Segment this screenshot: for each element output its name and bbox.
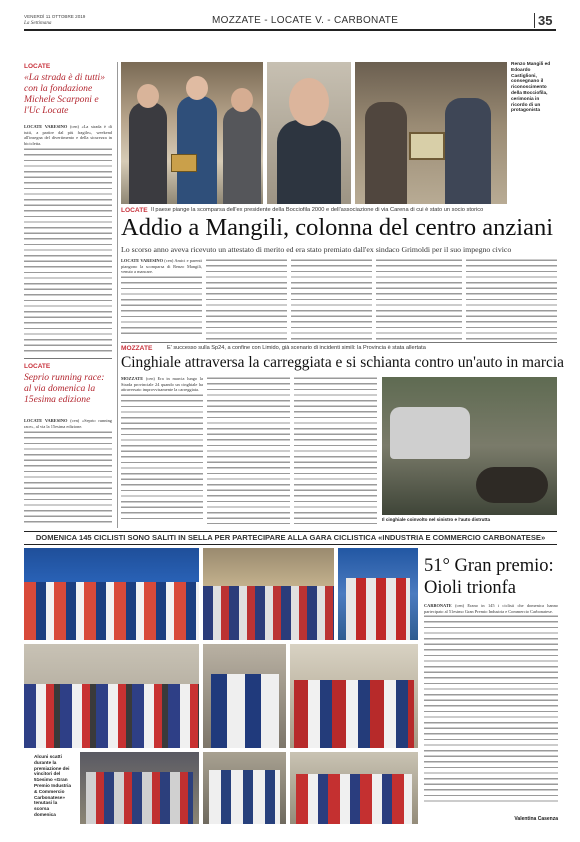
top-photos-caption: Renzo Mangili ed Edoardo Castiglioni, consegnano il riconoscimento della Bocciofila, cerimonia in ricordo di un protagonista [511,62,551,114]
photo-person-2-head [186,76,208,100]
photo-boar-accident [382,377,557,515]
main-story-subhead: Lo scorso anno aveva ricevuto un attestato di merito ed era stato premiato dall'ex sindaco Grimoldi per il suo impegno civico [121,245,512,254]
header-publication: La Settimana [24,20,52,26]
photo-cycling-trophy [290,644,418,748]
photo-ceremony-person-2 [445,98,491,204]
cycling-body-filler [424,614,558,804]
photo-cycling-group-riders [203,586,334,640]
main-story-col-1 [121,258,202,340]
main-story-headline: Addio a Mangili, colonna del centro anziani [121,214,554,241]
photo-portrait [267,62,351,204]
photo-cycling-podium-2-riders [346,578,410,640]
photo-cycling-winners-riders [209,770,280,824]
header-section: MOZZATE - LOCATE V. - CARBONATE [212,15,399,26]
photo-award-group [121,62,263,204]
photo-cycling-podium-2 [338,548,418,640]
header-rule [24,29,556,31]
left-story1-kicker: LOCATE [24,63,51,70]
mozzate-lead: MOZZATE [121,376,144,381]
cycling-banner: DOMENICA 145 CICLISTI SONO SALITI IN SELLA PER PARTECIPARE ALLA GARA CICLISTICA «INDUSTRIA E COMMERCIO CARBONATESE» [35,533,546,542]
photo-person-1-head [137,84,159,108]
mozzate-headline: Cinghiale attraversa la carreggiata e si schianta contro un'auto in marcia [121,354,564,371]
photo-person-3 [223,106,261,204]
left-story2-lead: LOCATE VARESINO [24,418,68,423]
cycling-lead-tail: (cen) Erano in 145 i ciclisti che domenica hanno partecipato al 51esimo Gran Premio Industria e Commercio Carbonatese. [424,603,558,614]
banner-rule-top [24,531,557,532]
left-story2-body-filler [24,430,112,526]
photo-boar-car [390,407,470,459]
left-story1-body-filler [24,147,112,353]
photo-cycling-kids-riders [296,774,412,824]
mozzate-col-2 [207,376,290,524]
main-story-col-4 [376,258,462,340]
cycling-photo-caption: Alcuni scatti durante la premiazione dei vincitori del 51esimo «Gran Premio Industria & Commercio Carbonatese» tenutasi la scorsa domenica [34,754,71,817]
photo-cycling-podium [24,548,199,640]
mozzate-deck: E' successo sulla Sp24, a confine con Limido, già scenario di incidenti simili: la Provincia è stata allertata [167,345,426,351]
main-story-rule [121,342,557,343]
photo-cycling-podium-riders [24,582,199,640]
main-story-col-5 [466,258,557,340]
left-story1-lead-tail: (cen) «La strada è di tutti, a partire dal più fragile», weekend all'insegna del divertimento e della sicurezza in bicicletta. [24,124,112,146]
photo-boar-animal [476,467,548,503]
left-divider [24,358,112,359]
photo-plaque [171,154,197,172]
photo-cycling-ceremony [80,752,199,824]
main-story-lead: LOCATE VARESINO [121,258,164,263]
main-story-kicker: LOCATE [121,207,148,214]
left-story1-headline: «La strada è di tutti» con la fondazione Michele Scarponi e l'Uc Locate [24,72,106,116]
main-story-col-1-filler [121,275,202,335]
photo-cycling-awards [24,644,199,748]
mozzate-col-1-filler [121,393,203,521]
photo-person-2 [177,96,217,204]
photo-ceremony-frame [409,132,445,160]
photo-cycling-ceremony-riders [86,772,193,824]
cycling-body [424,603,558,815]
photo-portrait-body [277,120,341,204]
photo-cycling-pair [203,644,286,748]
banner-rule-bottom [24,544,557,545]
photo-person-1 [129,102,167,204]
mozzate-lead-tail: (cen) Era in marcia lungo la Strada provinciale 24 quando un cinghiale ha attraversato improvvisamente la carreggiata. [121,376,203,393]
photo-cycling-group [203,548,334,640]
photo-ceremony-person-1 [365,102,407,204]
page-number: 35 [534,13,552,28]
photo-cycling-trophy-riders [294,680,414,748]
left-column-rule [117,62,118,528]
photo-ceremony [355,62,507,204]
photo-cycling-awards-riders [24,684,199,748]
left-story2-headline: Seprio running race: al via domenica la 15esima edizione [24,372,105,405]
mozzate-col-3 [294,376,377,524]
left-story2-body [24,418,112,528]
main-story-lead-tail: (cen) Amici e parenti piangono la scomparsa di Renzo Mangili, venuto a mancare. [121,258,202,275]
left-story2-kicker: LOCATE [24,363,51,370]
photo-person-3-head [231,88,253,112]
mozzate-kicker: MOZZATE [121,345,153,352]
main-story-deck: Il paese piange la scomparsa dell'ex presidente della Bocciofila 2000 e dell'associazione di via Carena di cui è stato un socio storico [151,207,484,213]
photo-cycling-kids [290,752,418,824]
header-date: VENERDÌ 11 OTTOBRE 2019 [24,14,86,19]
left-story2-lead-tail: (cen) «Seprio running race», al via la 15esima edizione. [24,418,112,429]
cycling-lead: CARBONATE [424,603,452,608]
mozzate-photo-caption: Il cinghiale coinvolto nel sinistro e l'auto distrutta [382,517,491,522]
main-story-col-3 [291,258,372,340]
cycling-author: Valentina Casenza [514,816,558,822]
main-story-col-2 [206,258,287,340]
photo-cycling-winners [203,752,286,824]
photo-cycling-pair-riders [211,674,279,748]
photo-portrait-head [289,78,329,126]
left-story1-lead: LOCATE VARESINO [24,124,68,129]
mozzate-col-1 [121,376,203,524]
left-story1-body [24,124,112,353]
cycling-headline: 51° Gran premio: Oioli trionfa [424,556,554,598]
